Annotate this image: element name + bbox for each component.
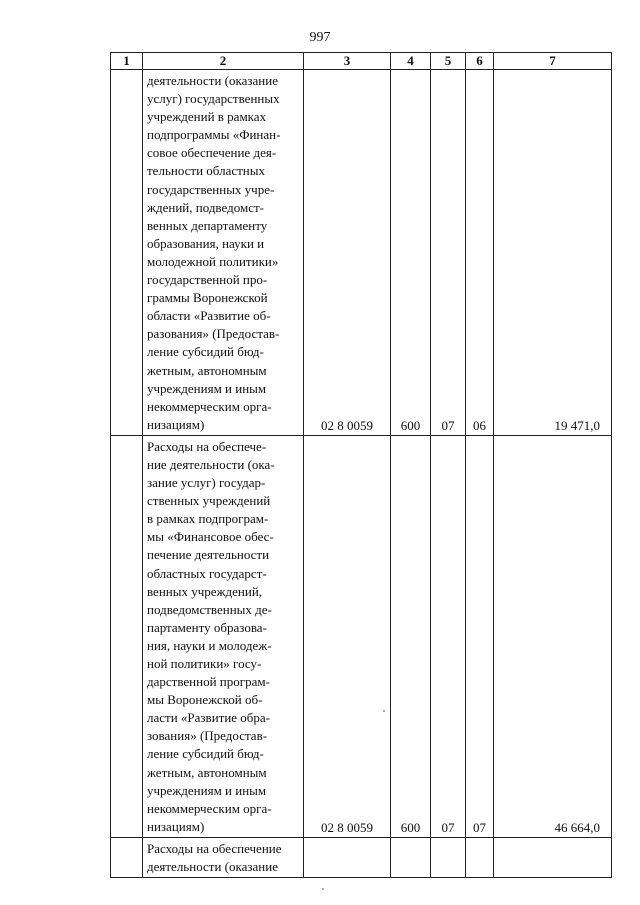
description-cell <box>143 837 304 877</box>
row-number-cell <box>111 435 143 837</box>
expense-type-cell <box>391 837 431 877</box>
row-number-cell <box>111 837 143 877</box>
description-line: Расходы на обеспече- <box>147 438 267 454</box>
description-line: ния, науки и молодеж- <box>147 637 272 653</box>
amount-cell: 46 664,0 <box>494 435 612 837</box>
target-article-cell <box>304 837 391 877</box>
table-header-row <box>111 53 612 70</box>
description-line: низациям) <box>147 818 205 834</box>
column-header-6: 6 <box>466 53 494 70</box>
description-line: в рамках подпрограм- <box>147 511 269 527</box>
description-line: некоммерческим орга- <box>147 398 272 414</box>
expense-type-cell: 600 <box>391 70 431 436</box>
scan-speck <box>322 888 324 890</box>
description-line: жетным, автономным <box>147 362 267 378</box>
expense-type-cell: 600 <box>391 435 431 837</box>
table-row <box>111 837 612 877</box>
description-line: ласти «Развитие обра- <box>147 710 271 726</box>
description-line: жетным, автономным <box>147 764 267 780</box>
description-line: подпрограммы «Финан- <box>147 127 281 143</box>
description-line: учреждениям и иным <box>147 380 267 396</box>
description-line: партаменту образова- <box>147 619 267 635</box>
description-line: государственной про- <box>147 272 268 288</box>
subsection-cell: 06 <box>466 70 494 436</box>
description-line: венных департаменту <box>147 217 268 233</box>
description-line: деятельности (оказание <box>147 73 278 88</box>
column-header-4: 4 <box>391 53 431 70</box>
section-cell <box>431 837 466 877</box>
description-line: образования, науки и <box>147 235 265 251</box>
description-line: Расходы на обеспечение <box>147 840 282 856</box>
description-line: венных учреждений, <box>147 583 263 599</box>
table-row <box>111 435 612 837</box>
description-cell <box>143 70 304 436</box>
column-header-3: 3 <box>304 53 391 70</box>
amount-cell <box>494 837 612 877</box>
column-header-2: 2 <box>143 53 304 70</box>
description-line: учреждениям и иным <box>147 782 267 798</box>
description-line: некоммерческим орга- <box>147 800 272 816</box>
target-article-cell: 02 8 0059 <box>304 435 391 837</box>
description-line: государственных учре- <box>147 181 275 197</box>
description-line: ждений, подведомст- <box>147 199 264 215</box>
description-line: низациям) <box>147 416 205 432</box>
column-header-5: 5 <box>431 53 466 70</box>
description-line: учреждений в рамках <box>147 109 267 125</box>
description-line: ственных учреждений <box>147 493 271 509</box>
description-line: мы «Финансовое обес- <box>147 529 274 545</box>
description-line: деятельности (оказание <box>147 859 278 875</box>
description-line: граммы Воронежской <box>147 290 268 306</box>
row-number-cell <box>111 70 143 436</box>
column-header-1: 1 <box>111 53 143 70</box>
description-line: тельности областных <box>147 163 265 179</box>
description-cell <box>143 435 304 837</box>
table-row <box>111 70 612 436</box>
description-line: области «Развитие об- <box>147 308 271 324</box>
budget-table <box>110 52 612 878</box>
description-line: областных государст- <box>147 565 267 581</box>
section-cell: 07 <box>431 70 466 436</box>
description-line: ной политики» госу- <box>147 656 262 671</box>
column-header-7: 7 <box>494 53 612 70</box>
description-line: услуг) государственных <box>147 91 280 107</box>
amount-cell: 19 471,0 <box>494 70 612 436</box>
description-line: ление субсидий бюд- <box>147 344 264 360</box>
description-line: совое обеспечение дея- <box>147 145 277 161</box>
subsection-cell <box>466 837 494 877</box>
description-line: молодежной политики» <box>147 253 279 269</box>
description-line: дарственной програм- <box>147 674 270 690</box>
description-line: печение деятельности <box>147 547 270 563</box>
description-line: ние деятельности (ока- <box>147 456 275 472</box>
section-cell: 07 <box>431 435 466 837</box>
description-line: разования» (Предостав- <box>147 326 280 342</box>
page-number: 997 <box>309 30 331 45</box>
scan-speck <box>383 710 385 712</box>
description-line: зание услуг) государ- <box>147 475 266 491</box>
subsection-cell: 07 <box>466 435 494 837</box>
target-article-cell: 02 8 0059 <box>304 70 391 436</box>
description-line: подведомственных де- <box>147 601 272 617</box>
description-line: мы Воронежской об- <box>147 692 263 708</box>
description-line: зования» (Предостав- <box>147 728 268 744</box>
description-line: ление субсидий бюд- <box>147 746 264 762</box>
